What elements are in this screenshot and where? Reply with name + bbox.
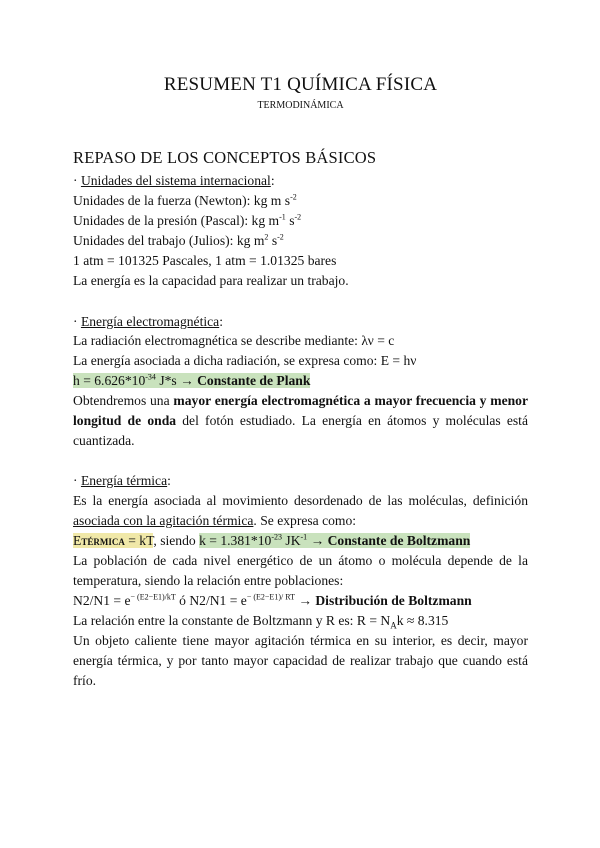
em-label: Energía electromagnética [80, 314, 220, 329]
units-label: Unidades del sistema internacional [80, 173, 271, 188]
energy-definition: La energía es la capacidad para realizar un trabajo. [73, 273, 349, 288]
planck-constant: $h = 6.626*10^{-34}$ J*s → Constante de Plank [73, 372, 311, 388]
boltzmann-distribution: $N2/N1 = e^{- (E2-E1)/kT}$ ó $N2/N1 = e^{- (E2-E1)/ RT}$ → Distribución de Boltzmann [73, 592, 472, 608]
units-label-line: · Unidades del sistema internacional: [73, 173, 275, 188]
em-label-line: · Energía electromagnética: [73, 314, 223, 329]
work-units: Unidades del trabajo (Julios): kg $m^2$ $s^{-2}$ [73, 232, 284, 248]
thermal-label: Energía térmica [80, 473, 168, 488]
em-paragraph: Obtendremos una mayor energía electromagnética a mayor frecuencia y menor longitud de onda del fotón estudiado. La energía en átomos y moléculas está cuantizada. [73, 393, 528, 448]
pressure-units: Unidades de la presión (Pascal): kg $m^{-1}$ $s^{-2}$ [73, 212, 302, 228]
em-energy: La energía asociada a dicha radiación, se expresa como: E = hν [73, 353, 417, 368]
section-heading: REPASO DE LOS CONCEPTOS BÁSICOS [73, 148, 377, 167]
boltzmann-r-relation: La relación entre la constante de Boltzmann y R es: $R = N_Ak \approx 8.315$ [73, 613, 449, 631]
page-title: RESUMEN T1 QUÍMICA FÍSICA [163, 74, 438, 95]
population-text: La población de cada nivel energético de un átomo o molécula depende de la temperatura, siendo la relación entre poblaciones: [73, 553, 528, 588]
em-radiation: La radiación electromagnética se describe mediante: λν = c [73, 333, 395, 348]
thermal-label-line: · Energía térmica: [73, 473, 171, 488]
hot-object-text: Un objeto caliente tiene mayor agitación térmica en su interior, es decir, mayor energía térmica, y por tanto mayor capacidad de realizar trabajo que cuando está frío. [73, 633, 528, 688]
atm-conversion: 1 atm = 101325 Pascales, 1 atm = 1.01325 bares [73, 253, 337, 268]
thermal-definition: Es la energía asociada al movimiento desordenado de las moléculas, definición asociada con la agitación térmica. Se expresa como: [73, 493, 528, 528]
force-units: Unidades de la fuerza (Newton): kg m $s^{-2}$ [73, 192, 297, 208]
thermal-energy-formula: ETÉRMICA = kT, siendo $k = 1.381*10^{-23}$ $JK^{-1}$ → Constante de Boltzmann [73, 532, 471, 548]
page-subtitle: TERMODINÁMICA [257, 100, 344, 111]
